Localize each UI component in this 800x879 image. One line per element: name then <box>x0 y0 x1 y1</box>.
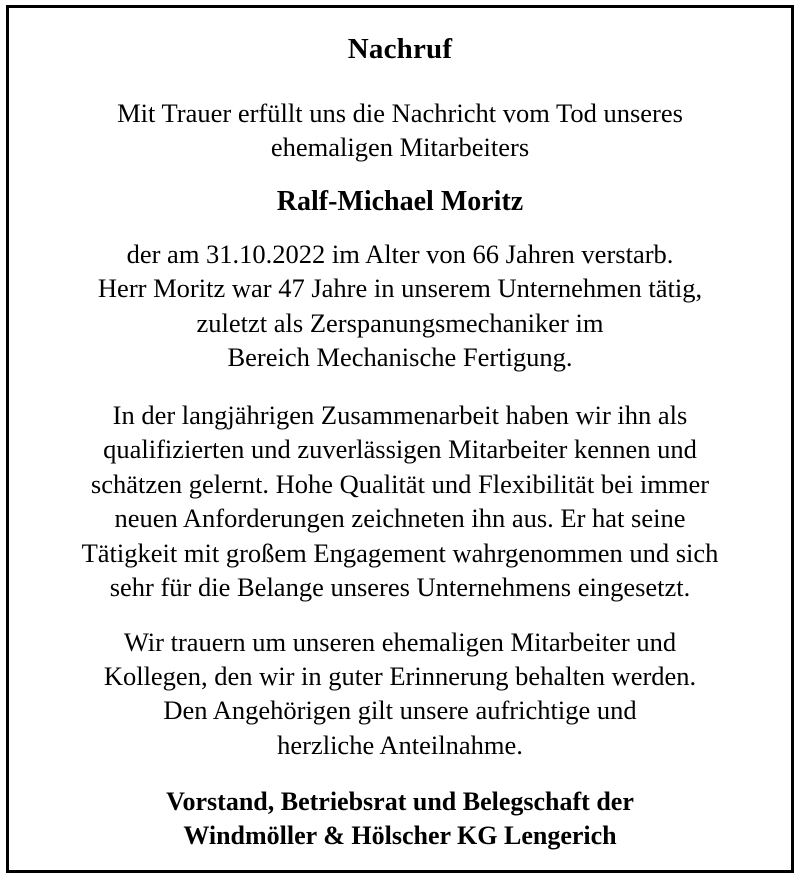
appreciation-line: schätzen gelernt. Hohe Qualität und Flexibilität bei immer <box>90 468 710 499</box>
closing-line: herzliche Anteilnahme. <box>277 729 523 760</box>
biography-paragraph <box>39 237 761 375</box>
signature-line: Vorstand, Betriebsrat und Belegschaft der <box>166 787 634 817</box>
appreciation-line: neuen Anforderungen zeichneten ihn aus. Er hat seine <box>114 503 686 534</box>
appreciation-paragraph <box>39 398 761 605</box>
biography-line: Herr Moritz war 47 Jahre in unserem Unternehmen tätig, <box>97 273 703 304</box>
signature-block <box>39 785 761 852</box>
appreciation-line: sehr für die Belange unseres Unternehmens eingesetzt. <box>109 572 691 603</box>
intro-paragraph <box>39 96 761 165</box>
notice-heading: Nachruf <box>347 33 453 65</box>
biography-line: Bereich Mechanische Fertigung. <box>227 342 573 373</box>
notice-border-frame <box>6 5 794 873</box>
appreciation-line: qualifizierten und zuverlässigen Mitarbeiter kennen und <box>103 434 697 465</box>
closing-paragraph <box>39 625 761 763</box>
biography-line: der am 31.10.2022 im Alter von 66 Jahren verstarb. <box>126 238 674 269</box>
biography-line: zuletzt als Zerspanungsmechaniker im <box>196 307 604 338</box>
deceased-name: Ralf-Michael Moritz <box>276 185 524 217</box>
appreciation-line: In der langjährigen Zusammenarbeit haben wir ihn als <box>112 399 688 430</box>
signature-line: Windmöller & Hölscher KG Lengerich <box>183 820 617 850</box>
appreciation-line: Tätigkeit mit großem Engagement wahrgenommen und sich <box>81 537 719 568</box>
intro-line: ehemaligen Mitarbeiters <box>270 132 530 163</box>
closing-line: Wir trauern um unseren ehemaligen Mitarbeiter und <box>123 626 677 657</box>
closing-line: Kollegen, den wir in guter Erinnerung behalten werden. <box>103 661 697 692</box>
intro-line: Mit Trauer erfüllt uns die Nachricht vom Tod unseres <box>117 97 683 128</box>
closing-line: Den Angehörigen gilt unsere aufrichtige und <box>163 695 637 726</box>
